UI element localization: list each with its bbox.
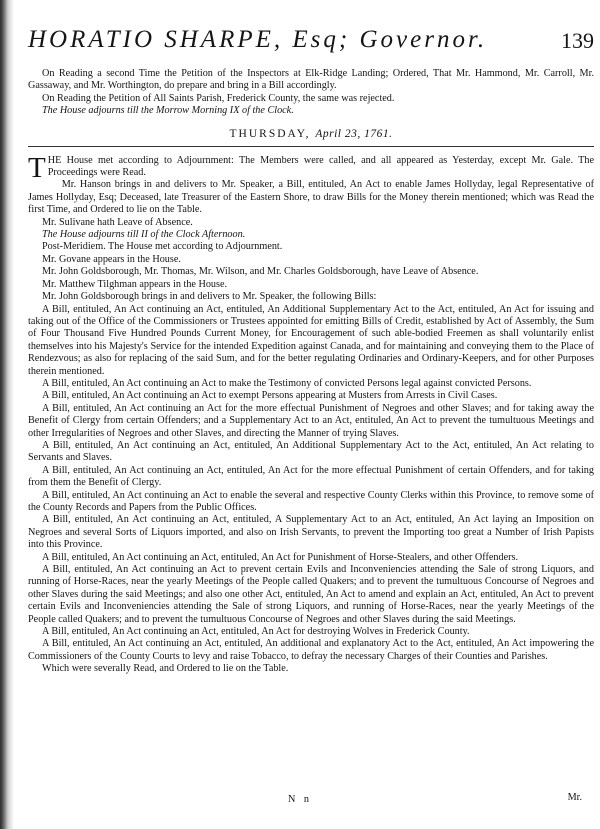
page-number: 139: [561, 28, 594, 53]
paragraph: Mr. John Goldsborough, Mr. Thomas, Mr. Wilson, and Mr. Charles Goldsborough, have Leave of Absence.: [42, 266, 479, 278]
bill-paragraph: A Bill, entituled, An Act continuing an Act, entituled, An Act for destroying Wolves in Frederick County.: [42, 626, 470, 638]
bill-paragraph: A Bill, entituled, An Act continuing an Act to enable the several and respective County Clerks within this Province, to remove some of the County Records and Papers from the Public Offices.: [28, 489, 594, 513]
paragraph: Mr. John Goldsborough brings in and delivers to Mr. Speaker, the following Bills:: [42, 291, 377, 303]
section-rule: [28, 146, 594, 147]
page-header: [28, 26, 594, 56]
paragraph: Mr. Hanson brings in and delivers to Mr. Speaker, a Bill, entituled, An Act to enable James Hollyday, legal Representative of James Hollyday, Esq; Deceased, late Treasurer of the Eastern Shore, to draw Bills for the Money therein mentioned; which was Read the first Time, and Ordered to lie on the Table.: [28, 179, 594, 216]
first-paragraph-text: HE House met according to Adjournment: The Members were called, and all appeared as Yesterday, except Mr. Gale. The Proceedings were Read.: [47, 154, 594, 179]
document-body: [28, 68, 594, 676]
bill-paragraph: A Bill, entituled, An Act continuing an Act to exempt Persons appearing at Musters from Arrests in Civil Cases.: [42, 390, 498, 402]
catchword: Mr.: [567, 792, 582, 803]
paragraph: Mr. Matthew Tilghman appears in the House.: [42, 278, 228, 290]
section-heading: [28, 127, 594, 141]
paragraph: Post-Meridiem. The House met according to Adjournment.: [42, 241, 283, 253]
bill-paragraph: A Bill, entituled, An Act continuing an Act to prevent certain Evils and Inconveniencies attending the Sale of strong Liquors, and running of Horse-Races, near the yearly Meetings of the People called Quakers; and to prevent the tumultuous Concourse of Negroes and other Slaves during the said Meetings; and also one other Act, entituled, An Act to amend and explain an Act, entituled, An Act to prevent certain Evils and Inconveniencies attending the Sale of strong Liquors, and running of Horse-Races, near the yearly Meetings of the People called Quakers; and to prevent the tumultuous Concourse of Negroes and other Slaves during the said Meetings.: [28, 564, 594, 625]
bill-paragraph: A Bill, entituled, An Act continuing an Act for the more effectual Punishment of Negroes and other Slaves; and for taking away the Benefit of Clergy from certain Offenders; and a Supplementary Act to an Act, entituled, An Act to prevent the tumultuous Meetings and other Irregularities of Negroes and other Slaves, and directing the Manner of trying Slaves.: [28, 402, 594, 439]
paragraph-all-saints: On Reading the Petition of All Saints Parish, Frederick County, the same was rejected.: [42, 92, 395, 104]
bill-paragraph: A Bill, entituled, An Act continuing an Act, entituled, A Supplementary Act to an Act, entituled, An Act laying an Imposition on Negroes and several Sorts of Liquors imported, and also on Irish Servants, to prevent the Importing too great a Number of Irish Papists into this Province.: [28, 514, 594, 551]
paragraph: Mr. Sulivane hath Leave of Absence.: [42, 216, 193, 228]
closing-paragraph: Which were severally Read, and Ordered to lie on the Table.: [42, 663, 289, 675]
paragraph-adjournment: The House adjourns till the Morrow Morning IX of the Clock.: [42, 105, 294, 117]
heading-date: April 23, 1761.: [315, 127, 393, 140]
paragraph: The House adjourns till II of the Clock Afternoon.: [42, 229, 246, 241]
bill-paragraph: A Bill, entituled, An Act continuing an Act, entituled, An Additional Supplementary Act to the Act, entituled, An Act relating to Servants and Slaves.: [28, 439, 594, 464]
running-title: HORATIO SHARPE, Esq; Governor.: [28, 26, 488, 53]
bill-paragraph: A Bill, entituled, An Act continuing an Act, entituled, An Act for Punishment of Horse-Stealers, and other Offenders.: [42, 551, 518, 563]
bill-paragraph: A Bill, entituled, An Act continuing an Act, entituled, An Additional Supplementary Act to the Act, entituled, An Act for issuing and taking out of the Office of the Commissioners or Trustees appointed for emitting Bills of Credit, established by Act of Assembly, the Sum of Four Thousand Five Hundred Pounds Current Money, for Encouragement of such able-bodied Freemen as shall voluntarily enlist themselves into his Majesty's Service for the intended Expedition against Canada, and for maintaining and conveying them to the Place of Rendezvous; as also for replacing of the said Sum, and for the better regulating Ordinaries and Ordinary-Keepers, and for other Purposes therein mentioned.: [28, 303, 594, 377]
drop-cap: T: [28, 151, 46, 184]
page-binding-shadow: [0, 0, 14, 829]
paragraph: Mr. Govane appears in the House.: [42, 253, 181, 265]
first-paragraph: [28, 151, 594, 184]
paragraph-elk-ridge: On Reading a second Time the Petition of the Inspectors at Elk-Ridge Landing; Ordered, That Mr. Hammond, Mr. Carroll, Mr. Gassaway, and Mr. Worthington, do prepare and bring in a Bill accordingly.: [28, 68, 594, 92]
signature-mark: N n: [288, 794, 312, 805]
bill-paragraph: A Bill, entituled, An Act continuing an Act, entituled, An Act for the more effectual Punishment of certain Offenders, and for taking from them the Benefit of Clergy.: [28, 464, 594, 489]
page-footer: [28, 792, 594, 816]
heading-day: THURSDAY,: [229, 127, 311, 140]
bill-paragraph: A Bill, entituled, An Act continuing an Act, entituled, An additional and explanatory Act to the Act, entituled, An Act impowering the Commissioners of the County Courts to levy and raise Tobacco, to defray the necessary Charges of their Counties and Parishes.: [28, 638, 594, 662]
bill-paragraph: A Bill, entituled, An Act continuing an Act to make the Testimony of convicted Persons legal against convicted Persons.: [42, 377, 532, 389]
